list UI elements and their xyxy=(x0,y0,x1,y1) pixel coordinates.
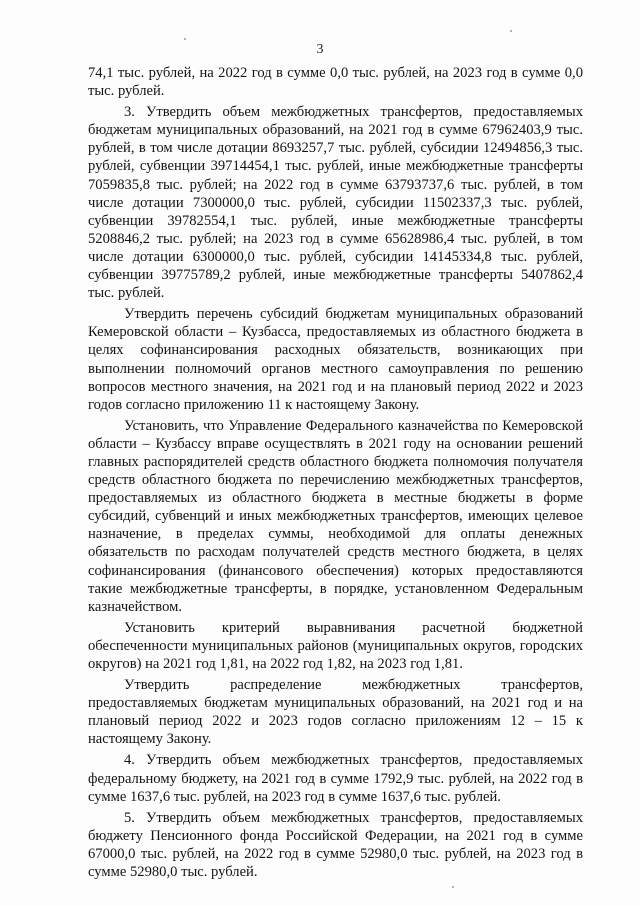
scan-speck xyxy=(184,38,186,40)
paragraph-equalization-criterion: Установить критерий выравнивания расчетной бюджетной обеспеченности муниципальных районов (муниципальных округов, городских округов) на 2021 год 1,81, на 2022 год 1,82, на 2023 год 1,81. xyxy=(88,619,583,672)
paragraph-continuation: 74,1 тыс. рублей, на 2022 год в сумме 0,0 тыс. рублей, на 2023 год в сумме 0,0 тыс. рублей. xyxy=(88,65,583,100)
paragraph-clause-5: 5. Утвердить объем межбюджетных трансфертов, предоставляемых бюджету Пенсионного фонда Российской Федерации, на 2021 год в сумме 67000,0 тыс. рублей, на 2022 год в сумме 52980,0 тыс. рублей, на 2023 год в сумме 52980,0 тыс. рублей. xyxy=(88,809,583,881)
page-number: 3 xyxy=(316,42,324,57)
scan-speck xyxy=(510,30,512,32)
paragraph-treasury: Установить, что Управление Федерального казначейства по Кемеровской области – Кузбассу вправе осуществлять в 2021 году на основании решений главных распорядителей средств областного бюджета полномочия получателя средств областного бюджета по перечислению межбюджетных трансфертов, предоставляемых из областного бюджета в местные бюджеты в форме субсидий, субвенций и иных межбюджетных трансфертов, имеющих целевое назначение, в пределах суммы, необходимой для оплаты денежных обязательств по расходам получателей средств местного бюджета, в целях софинансирования (финансового обеспечения) которых предоставляются такие межбюджетные трансферты, в порядке, установленном Федеральным казначейством. xyxy=(88,417,583,615)
scan-speck xyxy=(452,886,454,888)
document-body xyxy=(88,64,583,884)
paragraph-clause-4: 4. Утвердить объем межбюджетных трансфертов, предоставляемых федеральному бюджету, на 2021 год в сумме 1792,9 тыс. рублей, на 2022 год в сумме 1637,6 тыс. рублей, на 2023 год в сумме 1637,6 тыс. рублей. xyxy=(88,752,583,805)
paragraph-clause-3: 3. Утвердить объем межбюджетных трансфертов, предоставляемых бюджетам муниципальных образований, на 2021 год в сумме 67962403,9 тыс. рублей, в том числе дотации 8693257,7 тыс. рублей, субсидии 12494856,3 тыс. рублей, субвенции 39714454,1 тыс. рублей, иные межбюджетные трансферты 7059835,8 тыс. рублей; на 2022 год в сумме 63793737,6 тыс. рублей, в том числе дотации 7300000,0 тыс. рублей, субсидии 11502337,3 тыс. рублей, субвенции 39782554,1 тыс. рублей, иные межбюджетные трансферты 5208846,2 тыс. рублей; на 2023 год в сумме 65628986,4 тыс. рублей, в том числе дотации 6300000,0 тыс. рублей, субсидии 14145334,8 тыс. рублей, субвенции 39775789,2 рублей, иные межбюджетные трансферты 5407862,4 тыс. рублей. xyxy=(88,104,583,302)
paragraph-subsidies-list: Утвердить перечень субсидий бюджетам муниципальных образований Кемеровской области – Кузбасса, предоставляемых из областного бюджета в целях софинансирования расходных обязательств, возникающих при выполнении полномочий органов местного самоуправления по решению вопросов местного значения, на 2021 год и на плановый период 2022 и 2023 годов согласно приложению 11 к настоящему Закону. xyxy=(88,306,583,413)
paragraph-distribution: Утвердить распределение межбюджетных трансфертов, предоставляемых бюджетам муниципальных образований, на 2021 год и на плановый период 2022 и 2023 годов согласно приложениям 12 – 15 к настоящему Закону. xyxy=(88,677,583,748)
